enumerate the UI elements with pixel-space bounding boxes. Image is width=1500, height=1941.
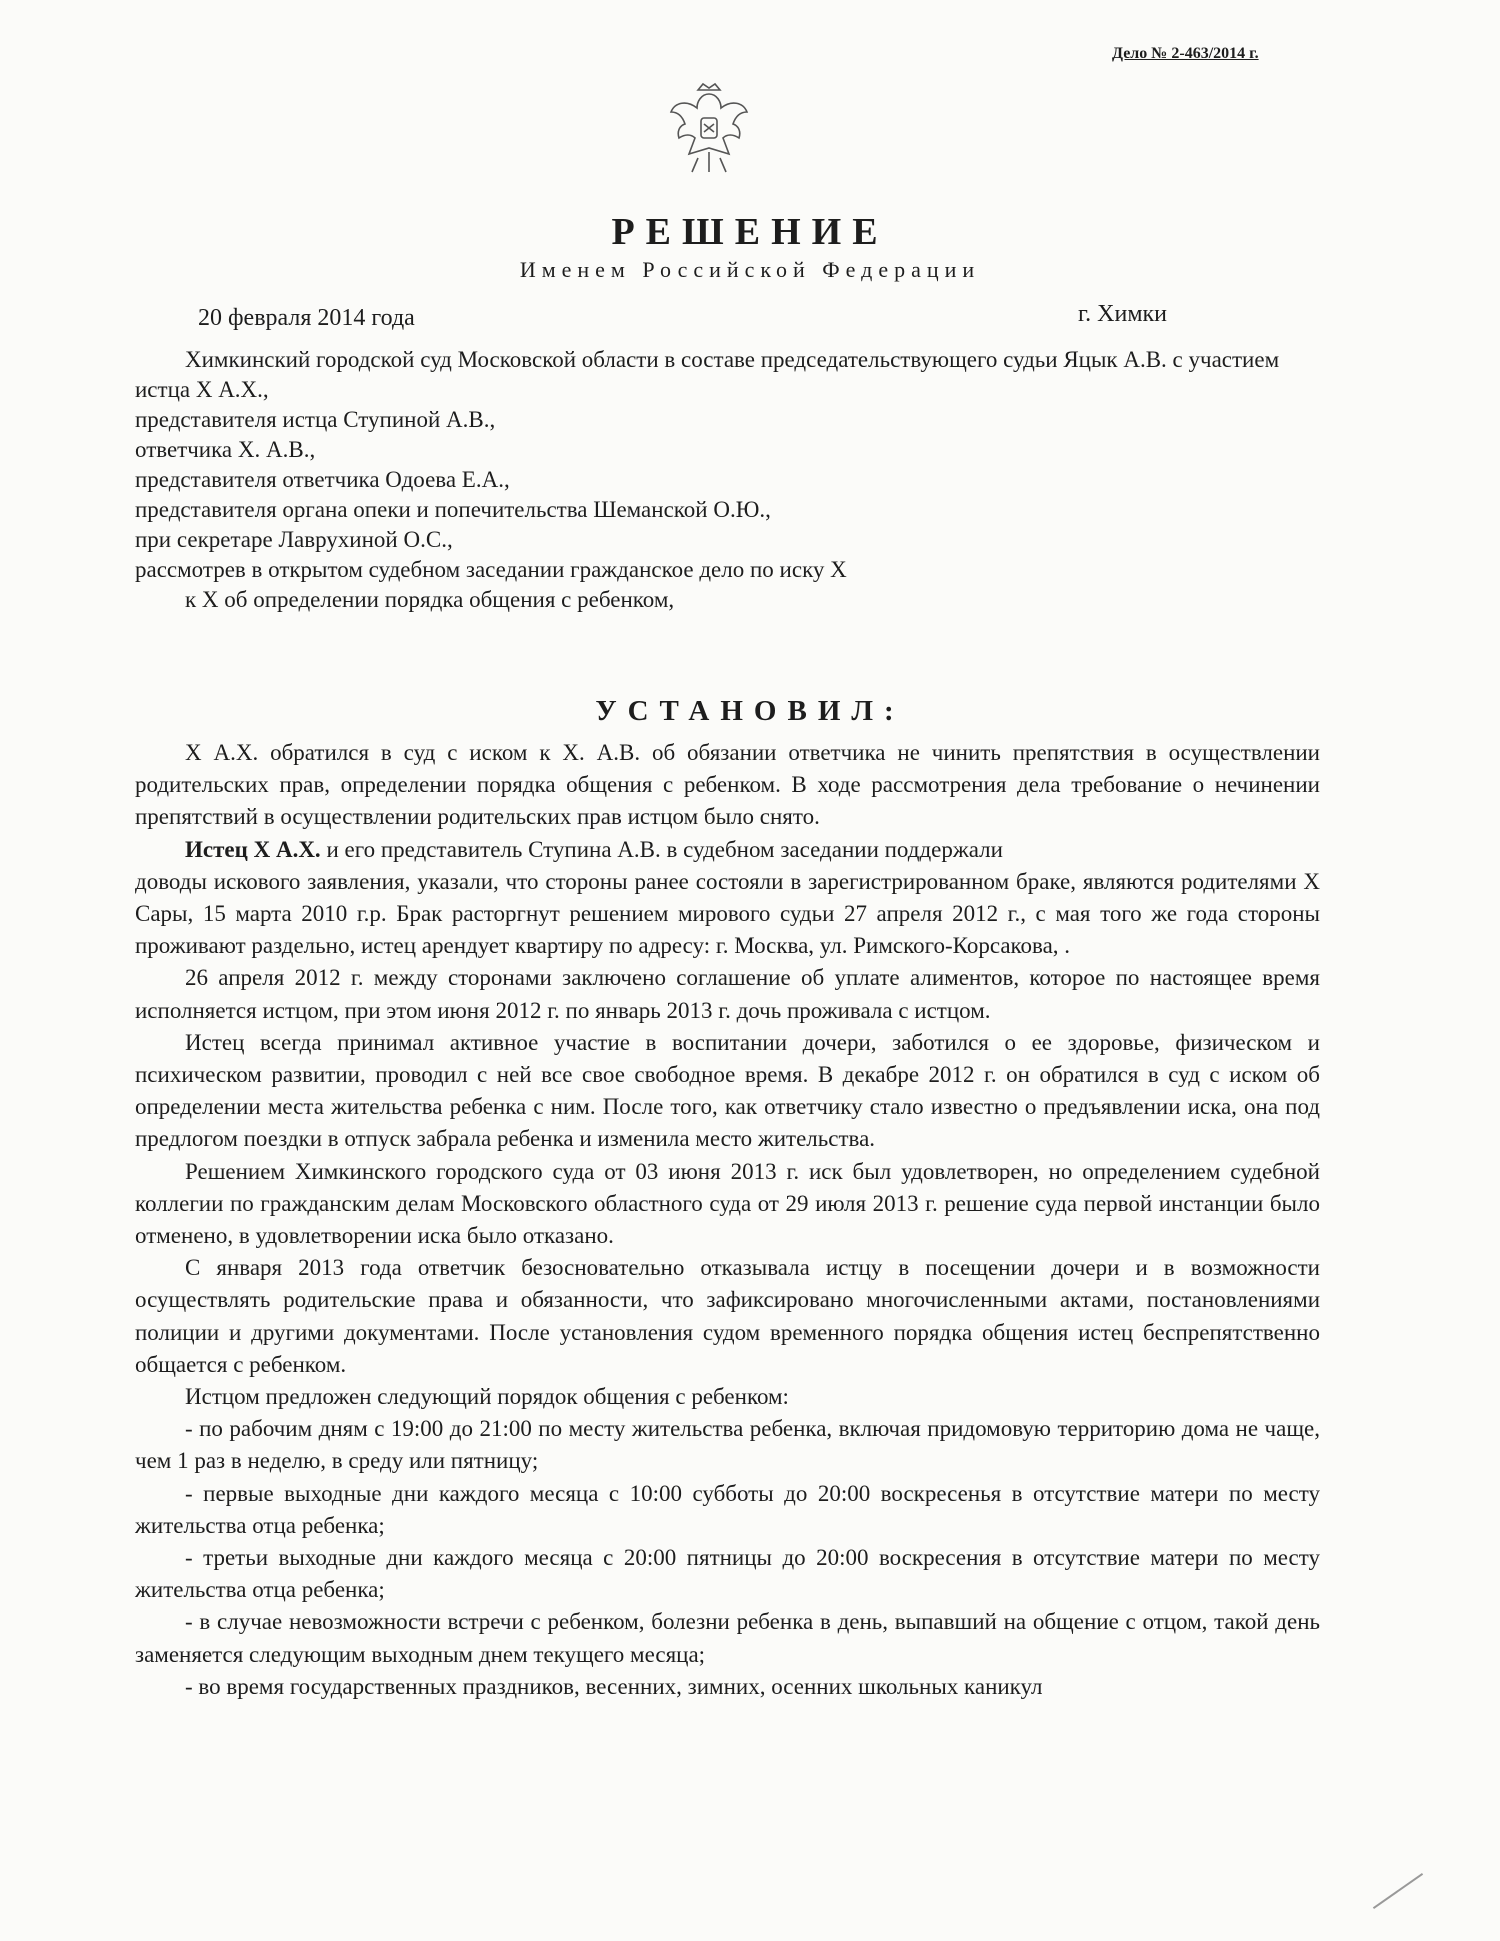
participant-line: при секретаре Лаврухиной О.С., [135, 527, 453, 552]
section-heading: УСТАНОВИЛ: [595, 695, 905, 727]
page-corner-mark [1373, 1873, 1423, 1909]
paragraph [135, 834, 1320, 866]
paragraph: Решением Химкинского городского суда от 03 июня 2013 г. иск был удовлетворен, но определением судебной коллегии по гражданским делам Московского областного суда от 29 июля 2013 г. решение суда первой инстанции было отменено, в удовлетворении иска было отказано. [135, 1158, 1320, 1249]
participant-line: ответчика Х. А.В., [135, 437, 316, 462]
list-item: - первые выходные дни каждого месяца с 10:00 субботы до 20:00 воскресенья в отсутствие матери по месту жительства отца ребенка; [135, 1480, 1320, 1538]
decision-city: г. Химки [1078, 301, 1168, 327]
paragraph: Истец всегда принимал активное участие в воспитании дочери, заботился о ее здоровье, физическом и психическом развитии, проводил с ней все свое свободное время. В декабре 2012 г. он обратился в суд с иском об определении места жительства ребенка с ним. После того, как ответчику стало известно о предъявлении иска, она под предлогом поездки в отпуск забрала ребенка и изменила место жительства. [135, 1029, 1320, 1152]
list-item: - во время государственных праздников, весенних, зимних, осенних школьных каникул [185, 1673, 1043, 1699]
preamble [135, 345, 1320, 615]
case-number: Дело № 2-463/2014 г. [1112, 45, 1259, 62]
paragraph: С января 2013 года ответчик безосновательно отказывала истцу в посещении дочери и в возможности осуществлять родительские права и обязанности, что зафиксировано многочисленными актами, постановлениями полиции и другими документами. После установления судом временного порядка общения истец беспрепятственно общается с ребенком. [135, 1255, 1320, 1377]
participant-line: представителя ответчика Одоева Е.А., [135, 467, 510, 492]
participant-line: представителя истца Ступиной А.В., [135, 407, 496, 432]
list-item: - по рабочим дням с 19:00 до 21:00 по месту жительства ребенка, включая придомовую территорию дома не чаще, чем 1 раз в неделю, в среду или пятницу; [135, 1416, 1320, 1474]
participant-line: истца Х А.Х., [135, 377, 269, 402]
findings-body [135, 737, 1320, 1703]
document-title: РЕШЕНИЕ [611, 211, 889, 253]
coat-of-arms-icon [668, 82, 750, 178]
plaintiff-rest: и его представитель Ступина А.В. в судебном заседании поддержали [320, 836, 1003, 862]
paragraph: 26 апреля 2012 г. между сторонами заключено соглашение об уплате алиментов, которое по настоящее время исполняется истцом, при этом июня 2012 г. по январь 2013 г. дочь проживала с истцом. [135, 965, 1320, 1023]
participant-line: рассмотрев в открытом судебном заседании гражданское дело по иску Х [135, 557, 847, 582]
document-subtitle: Именем Российской Федерации [519, 257, 981, 282]
plaintiff-lead: Истец Х А.Х. [185, 836, 321, 862]
participant-line: к Х об определении порядка общения с ребенком, [185, 587, 675, 612]
paragraph: Истцом предложен следующий порядок общения с ребенком: [185, 1384, 789, 1410]
list-item: - в случае невозможности встречи с ребенком, болезни ребенка в день, выпавший на общение с отцом, такой день заменяется следующим выходным днем текущего месяца; [135, 1609, 1320, 1667]
paragraph: доводы искового заявления, указали, что стороны ранее состояли в зарегистрированном браке, являются родителями Х Сары, 15 марта 2010 г.р. Брак расторгнут решением мирового судьи 27 апреля 2012 г., с мая того же года стороны проживают раздельно, истец арендует квартиру по адресу: г. Москва, ул. Римского-Корсакова, . [135, 868, 1320, 959]
court-composition: Химкинский городской суд Московской области в составе председательствующего судьи Яцык А.В. с участием [185, 347, 1280, 372]
list-item: - третьи выходные дни каждого месяца с 20:00 пятницы до 20:00 воскресения в отсутствие матери по месту жительства отца ребенка; [135, 1545, 1320, 1603]
decision-date: 20 февраля 2014 года [198, 305, 415, 331]
participant-line: представителя органа опеки и попечительства Шеманской О.Ю., [135, 497, 771, 522]
paragraph: Х А.Х. обратился в суд с иском к Х. А.В. об обязании ответчика не чинить препятствия в осуществлении родительских прав, определении порядка общения с ребенком. В ходе рассмотрения дела требование о нечинении препятствий в осуществлении родительских прав истцом было снято. [135, 740, 1320, 830]
